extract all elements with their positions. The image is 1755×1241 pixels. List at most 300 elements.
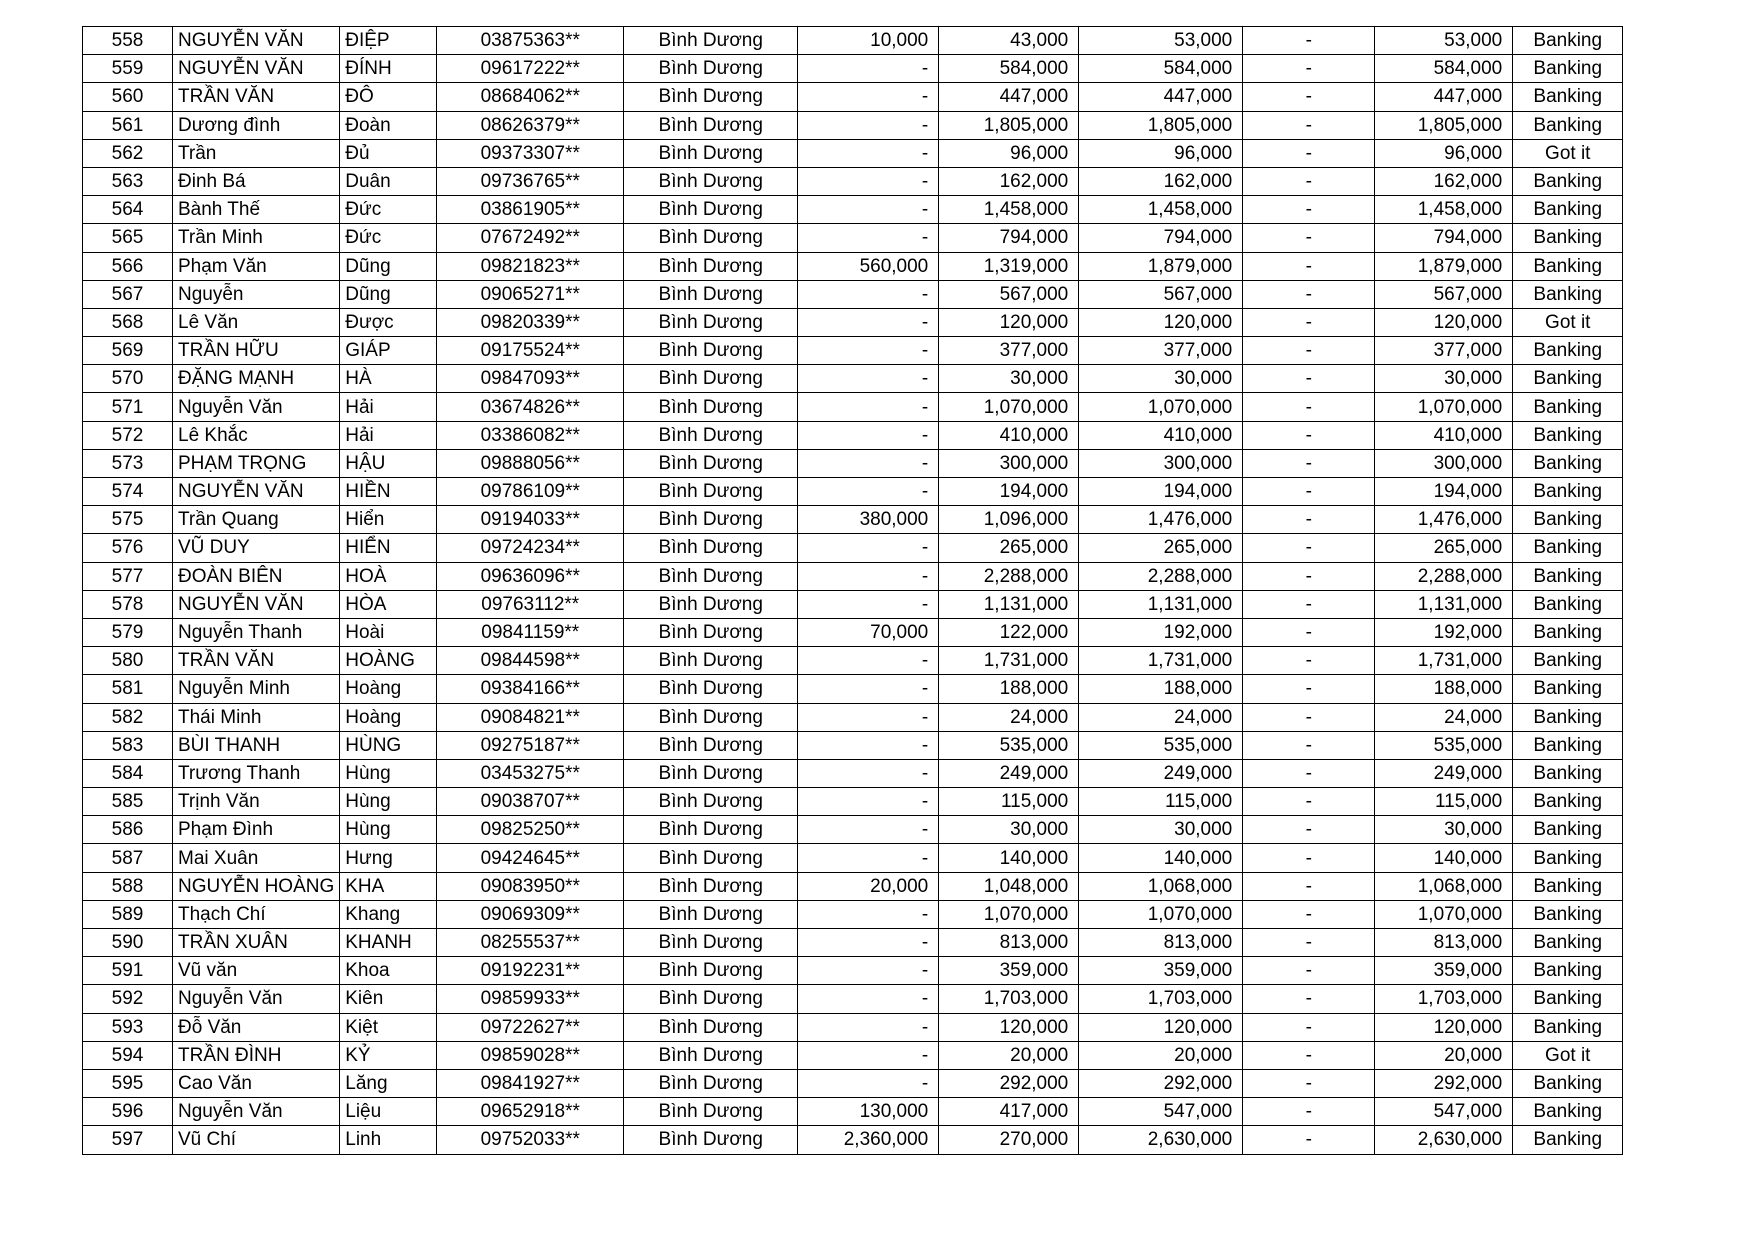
amount-2-cell: 162,000 xyxy=(939,167,1079,195)
deduction-cell: - xyxy=(1243,393,1375,421)
deduction-cell: - xyxy=(1243,252,1375,280)
row-number-cell: 589 xyxy=(83,900,173,928)
phone-cell: 09841927** xyxy=(437,1069,624,1097)
phone-cell: 09859933** xyxy=(437,985,624,1013)
deduction-cell: - xyxy=(1243,308,1375,336)
payout-cell: 2,288,000 xyxy=(1375,562,1513,590)
first-name-cell: KHANH xyxy=(340,929,437,957)
deduction-cell: - xyxy=(1243,1098,1375,1126)
deduction-cell: - xyxy=(1243,1069,1375,1097)
payout-cell: 20,000 xyxy=(1375,1041,1513,1069)
row-number-cell: 583 xyxy=(83,731,173,759)
province-cell: Bình Dương xyxy=(624,167,798,195)
amount-2-cell: 1,070,000 xyxy=(939,900,1079,928)
payment-method-cell: Banking xyxy=(1513,647,1623,675)
total-cell: 584,000 xyxy=(1079,55,1243,83)
payout-cell: 24,000 xyxy=(1375,703,1513,731)
last-name-cell: NGUYỄN VĂN xyxy=(173,478,340,506)
amount-2-cell: 115,000 xyxy=(939,788,1079,816)
payout-cell: 292,000 xyxy=(1375,1069,1513,1097)
row-number-cell: 579 xyxy=(83,618,173,646)
payout-cell: 1,458,000 xyxy=(1375,196,1513,224)
phone-cell: 03674826** xyxy=(437,393,624,421)
first-name-cell: Duân xyxy=(340,167,437,195)
first-name-cell: Kiệt xyxy=(340,1013,437,1041)
deduction-cell: - xyxy=(1243,957,1375,985)
row-number-cell: 594 xyxy=(83,1041,173,1069)
payment-method-cell: Banking xyxy=(1513,393,1623,421)
payment-method-cell: Banking xyxy=(1513,788,1623,816)
total-cell: 30,000 xyxy=(1079,816,1243,844)
first-name-cell: Hưng xyxy=(340,844,437,872)
table-row xyxy=(83,337,1623,365)
phone-cell: 08684062** xyxy=(437,83,624,111)
payout-cell: 1,070,000 xyxy=(1375,900,1513,928)
province-cell: Bình Dương xyxy=(624,252,798,280)
first-name-cell: HIỂN xyxy=(340,534,437,562)
table-row xyxy=(83,590,1623,618)
province-cell: Bình Dương xyxy=(624,647,798,675)
total-cell: 162,000 xyxy=(1079,167,1243,195)
province-cell: Bình Dương xyxy=(624,393,798,421)
payout-cell: 567,000 xyxy=(1375,280,1513,308)
total-cell: 30,000 xyxy=(1079,365,1243,393)
total-cell: 1,476,000 xyxy=(1079,506,1243,534)
total-cell: 1,458,000 xyxy=(1079,196,1243,224)
province-cell: Bình Dương xyxy=(624,562,798,590)
deduction-cell: - xyxy=(1243,816,1375,844)
row-number-cell: 586 xyxy=(83,816,173,844)
table-row xyxy=(83,224,1623,252)
payment-method-cell: Banking xyxy=(1513,534,1623,562)
deduction-cell: - xyxy=(1243,759,1375,787)
table-body xyxy=(83,27,1623,1155)
row-number-cell: 597 xyxy=(83,1126,173,1154)
amount-2-cell: 265,000 xyxy=(939,534,1079,562)
row-number-cell: 564 xyxy=(83,196,173,224)
deduction-cell: - xyxy=(1243,55,1375,83)
province-cell: Bình Dương xyxy=(624,421,798,449)
deduction-cell: - xyxy=(1243,167,1375,195)
payment-method-cell: Got it xyxy=(1513,1041,1623,1069)
last-name-cell: Nguyễn Minh xyxy=(173,675,340,703)
last-name-cell: VŨ DUY xyxy=(173,534,340,562)
province-cell: Bình Dương xyxy=(624,1126,798,1154)
table-row xyxy=(83,139,1623,167)
phone-cell: 09069309** xyxy=(437,900,624,928)
amount-2-cell: 122,000 xyxy=(939,618,1079,646)
total-cell: 300,000 xyxy=(1079,449,1243,477)
first-name-cell: ĐÔ xyxy=(340,83,437,111)
row-number-cell: 573 xyxy=(83,449,173,477)
province-cell: Bình Dương xyxy=(624,900,798,928)
amount-2-cell: 1,319,000 xyxy=(939,252,1079,280)
province-cell: Bình Dương xyxy=(624,224,798,252)
table-row xyxy=(83,703,1623,731)
payout-cell: 1,805,000 xyxy=(1375,111,1513,139)
payout-cell: 1,131,000 xyxy=(1375,590,1513,618)
phone-cell: 09084821** xyxy=(437,703,624,731)
table-row xyxy=(83,647,1623,675)
payment-method-cell: Banking xyxy=(1513,816,1623,844)
payment-method-cell: Banking xyxy=(1513,1098,1623,1126)
amount-2-cell: 567,000 xyxy=(939,280,1079,308)
first-name-cell: Hoàng xyxy=(340,675,437,703)
total-cell: 2,288,000 xyxy=(1079,562,1243,590)
payment-method-cell: Banking xyxy=(1513,1069,1623,1097)
amount-1-cell: - xyxy=(798,55,939,83)
table-row xyxy=(83,929,1623,957)
province-cell: Bình Dương xyxy=(624,703,798,731)
phone-cell: 09821823** xyxy=(437,252,624,280)
phone-cell: 09752033** xyxy=(437,1126,624,1154)
phone-cell: 09844598** xyxy=(437,647,624,675)
payment-method-cell: Banking xyxy=(1513,703,1623,731)
amount-2-cell: 20,000 xyxy=(939,1041,1079,1069)
amount-2-cell: 120,000 xyxy=(939,308,1079,336)
last-name-cell: TRẦN HỮU xyxy=(173,337,340,365)
last-name-cell: Vũ Chí xyxy=(173,1126,340,1154)
table-row xyxy=(83,534,1623,562)
amount-2-cell: 30,000 xyxy=(939,365,1079,393)
province-cell: Bình Dương xyxy=(624,478,798,506)
deduction-cell: - xyxy=(1243,421,1375,449)
last-name-cell: Thái Minh xyxy=(173,703,340,731)
table-row xyxy=(83,421,1623,449)
last-name-cell: Nguyễn Văn xyxy=(173,1098,340,1126)
deduction-cell: - xyxy=(1243,27,1375,55)
row-number-cell: 592 xyxy=(83,985,173,1013)
payment-method-cell: Banking xyxy=(1513,365,1623,393)
row-number-cell: 560 xyxy=(83,83,173,111)
amount-1-cell: 130,000 xyxy=(798,1098,939,1126)
first-name-cell: Hải xyxy=(340,421,437,449)
amount-1-cell: - xyxy=(798,675,939,703)
amount-2-cell: 1,703,000 xyxy=(939,985,1079,1013)
province-cell: Bình Dương xyxy=(624,139,798,167)
payment-method-cell: Banking xyxy=(1513,196,1623,224)
payout-cell: 1,068,000 xyxy=(1375,872,1513,900)
table-row xyxy=(83,393,1623,421)
table-row xyxy=(83,1098,1623,1126)
table-row xyxy=(83,1041,1623,1069)
total-cell: 447,000 xyxy=(1079,83,1243,111)
payment-method-cell: Banking xyxy=(1513,55,1623,83)
payment-method-cell: Banking xyxy=(1513,421,1623,449)
payout-cell: 194,000 xyxy=(1375,478,1513,506)
row-number-cell: 587 xyxy=(83,844,173,872)
phone-cell: 03453275** xyxy=(437,759,624,787)
phone-cell: 09384166** xyxy=(437,675,624,703)
phone-cell: 09786109** xyxy=(437,478,624,506)
total-cell: 410,000 xyxy=(1079,421,1243,449)
total-cell: 567,000 xyxy=(1079,280,1243,308)
last-name-cell: Thạch Chí xyxy=(173,900,340,928)
amount-2-cell: 96,000 xyxy=(939,139,1079,167)
table-row xyxy=(83,1069,1623,1097)
payout-cell: 249,000 xyxy=(1375,759,1513,787)
deduction-cell: - xyxy=(1243,506,1375,534)
phone-cell: 08255537** xyxy=(437,929,624,957)
amount-1-cell: - xyxy=(798,647,939,675)
last-name-cell: ĐOÀN BIÊN xyxy=(173,562,340,590)
row-number-cell: 588 xyxy=(83,872,173,900)
first-name-cell: Hoàng xyxy=(340,703,437,731)
payout-cell: 265,000 xyxy=(1375,534,1513,562)
province-cell: Bình Dương xyxy=(624,506,798,534)
amount-2-cell: 447,000 xyxy=(939,83,1079,111)
total-cell: 192,000 xyxy=(1079,618,1243,646)
first-name-cell: HOÀ xyxy=(340,562,437,590)
last-name-cell: Nguyễn Văn xyxy=(173,393,340,421)
deduction-cell: - xyxy=(1243,224,1375,252)
amount-1-cell: - xyxy=(798,111,939,139)
table-row xyxy=(83,759,1623,787)
row-number-cell: 563 xyxy=(83,167,173,195)
phone-cell: 09636096** xyxy=(437,562,624,590)
first-name-cell: Khoa xyxy=(340,957,437,985)
row-number-cell: 569 xyxy=(83,337,173,365)
total-cell: 120,000 xyxy=(1079,308,1243,336)
total-cell: 1,703,000 xyxy=(1079,985,1243,1013)
deduction-cell: - xyxy=(1243,449,1375,477)
phone-cell: 09617222** xyxy=(437,55,624,83)
row-number-cell: 568 xyxy=(83,308,173,336)
last-name-cell: Lê Khắc xyxy=(173,421,340,449)
province-cell: Bình Dương xyxy=(624,1013,798,1041)
last-name-cell: Vũ văn xyxy=(173,957,340,985)
deduction-cell: - xyxy=(1243,1126,1375,1154)
first-name-cell: Khang xyxy=(340,900,437,928)
first-name-cell: Hiển xyxy=(340,506,437,534)
payment-method-cell: Banking xyxy=(1513,506,1623,534)
province-cell: Bình Dương xyxy=(624,731,798,759)
payment-method-cell: Banking xyxy=(1513,929,1623,957)
row-number-cell: 585 xyxy=(83,788,173,816)
last-name-cell: TRẦN VĂN xyxy=(173,83,340,111)
total-cell: 1,068,000 xyxy=(1079,872,1243,900)
province-cell: Bình Dương xyxy=(624,534,798,562)
last-name-cell: NGUYỄN VĂN xyxy=(173,590,340,618)
province-cell: Bình Dương xyxy=(624,280,798,308)
phone-cell: 09275187** xyxy=(437,731,624,759)
province-cell: Bình Dương xyxy=(624,196,798,224)
total-cell: 292,000 xyxy=(1079,1069,1243,1097)
deduction-cell: - xyxy=(1243,562,1375,590)
phone-cell: 09847093** xyxy=(437,365,624,393)
last-name-cell: Đinh Bá xyxy=(173,167,340,195)
first-name-cell: Dũng xyxy=(340,252,437,280)
amount-2-cell: 584,000 xyxy=(939,55,1079,83)
table-row xyxy=(83,731,1623,759)
row-number-cell: 575 xyxy=(83,506,173,534)
payout-cell: 1,703,000 xyxy=(1375,985,1513,1013)
first-name-cell: ĐÍNH xyxy=(340,55,437,83)
table-row xyxy=(83,618,1623,646)
payout-cell: 535,000 xyxy=(1375,731,1513,759)
amount-1-cell: - xyxy=(798,421,939,449)
amount-1-cell: - xyxy=(798,900,939,928)
total-cell: 96,000 xyxy=(1079,139,1243,167)
table-row xyxy=(83,1126,1623,1154)
amount-1-cell: 380,000 xyxy=(798,506,939,534)
table-row xyxy=(83,55,1623,83)
amount-1-cell: - xyxy=(798,1013,939,1041)
payment-method-cell: Banking xyxy=(1513,252,1623,280)
payout-cell: 794,000 xyxy=(1375,224,1513,252)
row-number-cell: 584 xyxy=(83,759,173,787)
amount-2-cell: 140,000 xyxy=(939,844,1079,872)
row-number-cell: 596 xyxy=(83,1098,173,1126)
payment-method-cell: Got it xyxy=(1513,139,1623,167)
phone-cell: 09841159** xyxy=(437,618,624,646)
last-name-cell: Cao Văn xyxy=(173,1069,340,1097)
table-row xyxy=(83,985,1623,1013)
amount-1-cell: 10,000 xyxy=(798,27,939,55)
province-cell: Bình Dương xyxy=(624,816,798,844)
amount-2-cell: 377,000 xyxy=(939,337,1079,365)
amount-1-cell: 560,000 xyxy=(798,252,939,280)
last-name-cell: Mai Xuân xyxy=(173,844,340,872)
total-cell: 1,070,000 xyxy=(1079,393,1243,421)
row-number-cell: 571 xyxy=(83,393,173,421)
amount-1-cell: - xyxy=(798,788,939,816)
total-cell: 547,000 xyxy=(1079,1098,1243,1126)
payout-cell: 410,000 xyxy=(1375,421,1513,449)
first-name-cell: ĐIỆP xyxy=(340,27,437,55)
payout-cell: 1,879,000 xyxy=(1375,252,1513,280)
row-number-cell: 567 xyxy=(83,280,173,308)
payment-method-cell: Got it xyxy=(1513,308,1623,336)
phone-cell: 09763112** xyxy=(437,590,624,618)
row-number-cell: 595 xyxy=(83,1069,173,1097)
amount-2-cell: 30,000 xyxy=(939,816,1079,844)
amount-1-cell: - xyxy=(798,365,939,393)
deduction-cell: - xyxy=(1243,872,1375,900)
row-number-cell: 577 xyxy=(83,562,173,590)
deduction-cell: - xyxy=(1243,196,1375,224)
amount-2-cell: 1,048,000 xyxy=(939,872,1079,900)
first-name-cell: Hùng xyxy=(340,788,437,816)
province-cell: Bình Dương xyxy=(624,759,798,787)
table-row xyxy=(83,196,1623,224)
row-number-cell: 591 xyxy=(83,957,173,985)
amount-1-cell: - xyxy=(798,308,939,336)
first-name-cell: Được xyxy=(340,308,437,336)
payout-cell: 192,000 xyxy=(1375,618,1513,646)
row-number-cell: 582 xyxy=(83,703,173,731)
deduction-cell: - xyxy=(1243,985,1375,1013)
amount-2-cell: 410,000 xyxy=(939,421,1079,449)
province-cell: Bình Dương xyxy=(624,1041,798,1069)
amount-2-cell: 270,000 xyxy=(939,1126,1079,1154)
payment-method-cell: Banking xyxy=(1513,224,1623,252)
first-name-cell: KHA xyxy=(340,872,437,900)
amount-1-cell: - xyxy=(798,1041,939,1069)
table-row xyxy=(83,872,1623,900)
last-name-cell: Lê Văn xyxy=(173,308,340,336)
amount-2-cell: 417,000 xyxy=(939,1098,1079,1126)
province-cell: Bình Dương xyxy=(624,788,798,816)
payment-method-cell: Banking xyxy=(1513,167,1623,195)
first-name-cell: Hoài xyxy=(340,618,437,646)
row-number-cell: 558 xyxy=(83,27,173,55)
table-row xyxy=(83,562,1623,590)
province-cell: Bình Dương xyxy=(624,675,798,703)
first-name-cell: Đức xyxy=(340,196,437,224)
first-name-cell: Đủ xyxy=(340,139,437,167)
first-name-cell: Liệu xyxy=(340,1098,437,1126)
payout-cell: 30,000 xyxy=(1375,816,1513,844)
amount-2-cell: 794,000 xyxy=(939,224,1079,252)
row-number-cell: 562 xyxy=(83,139,173,167)
row-number-cell: 590 xyxy=(83,929,173,957)
phone-cell: 09724234** xyxy=(437,534,624,562)
payment-method-cell: Banking xyxy=(1513,449,1623,477)
amount-1-cell: - xyxy=(798,139,939,167)
total-cell: 120,000 xyxy=(1079,1013,1243,1041)
last-name-cell: Phạm Đình xyxy=(173,816,340,844)
deduction-cell: - xyxy=(1243,111,1375,139)
deduction-cell: - xyxy=(1243,365,1375,393)
amount-1-cell: - xyxy=(798,816,939,844)
phone-cell: 09083950** xyxy=(437,872,624,900)
last-name-cell: Trương Thanh xyxy=(173,759,340,787)
deduction-cell: - xyxy=(1243,534,1375,562)
deduction-cell: - xyxy=(1243,900,1375,928)
table-row xyxy=(83,788,1623,816)
first-name-cell: KỶ xyxy=(340,1041,437,1069)
province-cell: Bình Dương xyxy=(624,957,798,985)
first-name-cell: HÙNG xyxy=(340,731,437,759)
payout-cell: 162,000 xyxy=(1375,167,1513,195)
deduction-cell: - xyxy=(1243,280,1375,308)
total-cell: 377,000 xyxy=(1079,337,1243,365)
payout-cell: 30,000 xyxy=(1375,365,1513,393)
first-name-cell: HẬU xyxy=(340,449,437,477)
payment-method-cell: Banking xyxy=(1513,478,1623,506)
payout-cell: 1,731,000 xyxy=(1375,647,1513,675)
last-name-cell: NGUYỄN HOÀNG xyxy=(173,872,340,900)
phone-cell: 09192231** xyxy=(437,957,624,985)
amount-1-cell: - xyxy=(798,393,939,421)
last-name-cell: NGUYỄN VĂN xyxy=(173,55,340,83)
last-name-cell: Phạm Văn xyxy=(173,252,340,280)
total-cell: 188,000 xyxy=(1079,675,1243,703)
amount-1-cell: - xyxy=(798,590,939,618)
province-cell: Bình Dương xyxy=(624,590,798,618)
province-cell: Bình Dương xyxy=(624,27,798,55)
table-row xyxy=(83,83,1623,111)
amount-1-cell: - xyxy=(798,534,939,562)
last-name-cell: Nguyễn xyxy=(173,280,340,308)
table-row xyxy=(83,844,1623,872)
total-cell: 53,000 xyxy=(1079,27,1243,55)
first-name-cell: Linh xyxy=(340,1126,437,1154)
payment-method-cell: Banking xyxy=(1513,1013,1623,1041)
last-name-cell: Nguyễn Thanh xyxy=(173,618,340,646)
payout-cell: 359,000 xyxy=(1375,957,1513,985)
phone-cell: 09888056** xyxy=(437,449,624,477)
total-cell: 1,070,000 xyxy=(1079,900,1243,928)
phone-cell: 09038707** xyxy=(437,788,624,816)
amount-1-cell: 70,000 xyxy=(798,618,939,646)
amount-1-cell: - xyxy=(798,985,939,1013)
first-name-cell: Hùng xyxy=(340,759,437,787)
first-name-cell: Lăng xyxy=(340,1069,437,1097)
last-name-cell: TRẦN VĂN xyxy=(173,647,340,675)
last-name-cell: TRẦN XUÂN xyxy=(173,929,340,957)
